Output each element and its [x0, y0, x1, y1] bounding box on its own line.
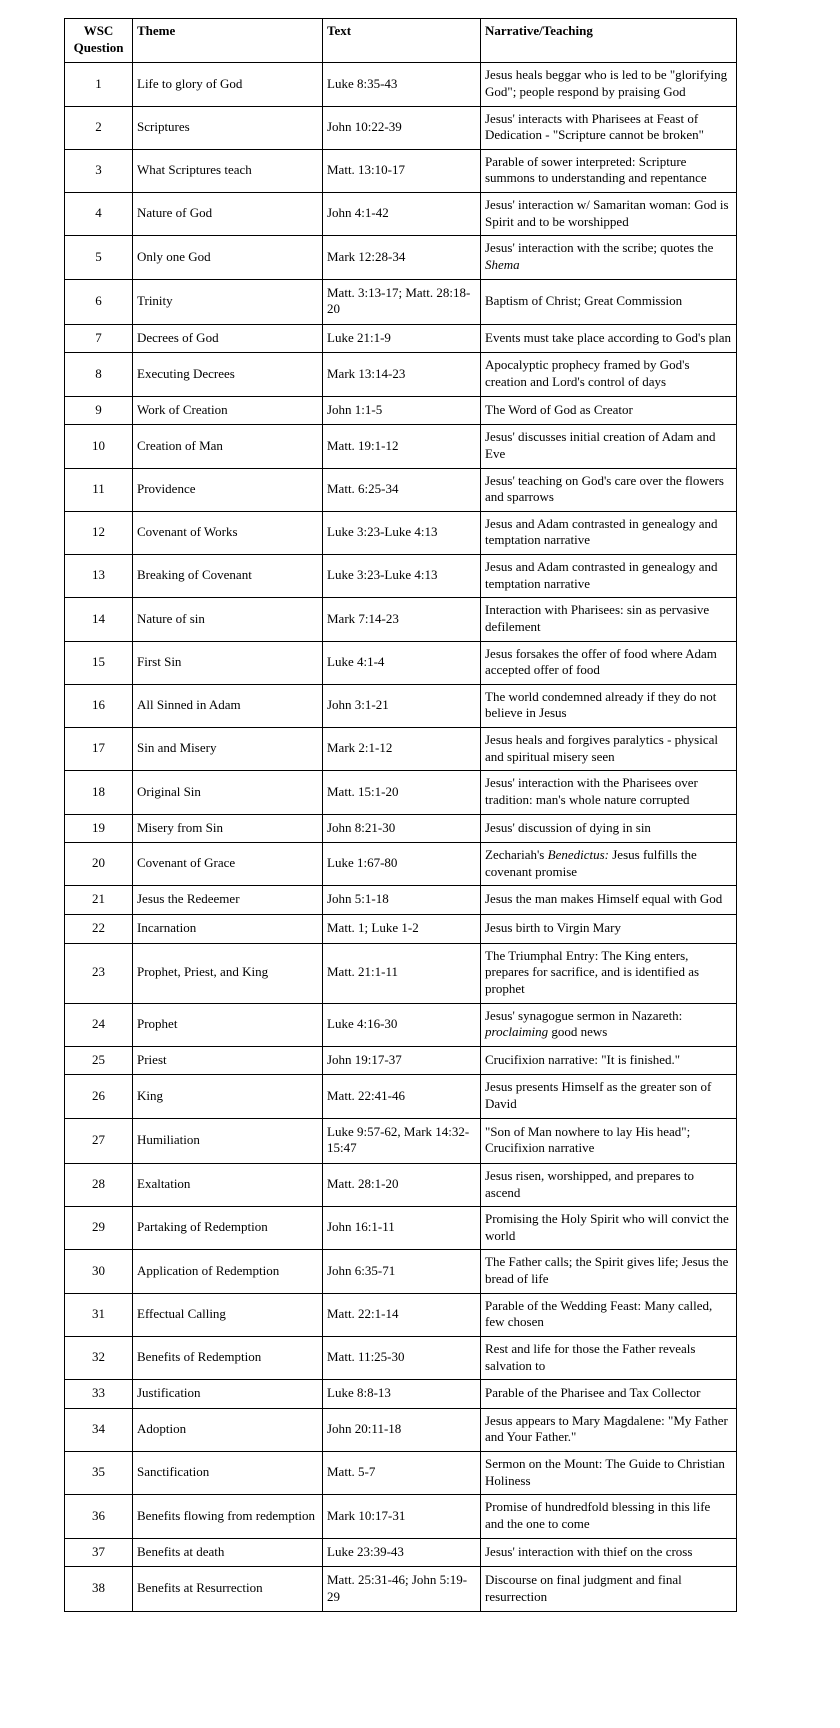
text-cell: Luke 8:35-43: [323, 63, 481, 106]
narrative-cell: Parable of sower interpreted: Scripture summons to understanding and repentance: [481, 149, 737, 192]
wsc-question-cell: 19: [65, 814, 133, 843]
narrative-cell: Jesus' interacts with Pharisees at Feast of Dedication - "Scripture cannot be broken": [481, 106, 737, 149]
table-row: [65, 1293, 737, 1336]
table-row: [65, 1118, 737, 1163]
narrative-cell: Jesus heals and forgives paralytics - physical and spiritual misery seen: [481, 728, 737, 771]
table-row: [65, 641, 737, 684]
theme-cell: Adoption: [133, 1408, 323, 1451]
table-row: [65, 1495, 737, 1538]
table-row: [65, 728, 737, 771]
table-row: [65, 886, 737, 915]
narrative-cell: [481, 1003, 737, 1046]
text-cell: John 8:21-30: [323, 814, 481, 843]
text-cell: Luke 1:67-80: [323, 843, 481, 886]
narrative-text: Jesus' interaction with the scribe; quotes the: [485, 240, 714, 256]
text-cell: Matt. 11:25-30: [323, 1336, 481, 1379]
theme-cell: Creation of Man: [133, 425, 323, 468]
text-cell: Luke 9:57-62, Mark 14:32-15:47: [323, 1118, 481, 1163]
wsc-question-cell: 15: [65, 641, 133, 684]
narrative-cell: Interaction with Pharisees: sin as pervasive defilement: [481, 598, 737, 641]
wsc-question-cell: 18: [65, 771, 133, 814]
wsc-question-cell: 35: [65, 1452, 133, 1495]
narrative-cell: The Triumphal Entry: The King enters, prepares for sacrifice, and is identified as prophet: [481, 943, 737, 1003]
narrative-cell: Jesus appears to Mary Magdalene: "My Father and Your Father.": [481, 1408, 737, 1451]
narrative-cell: [481, 236, 737, 279]
narrative-cell: Crucifixion narrative: "It is finished.": [481, 1046, 737, 1075]
theme-cell: Incarnation: [133, 915, 323, 944]
wsc-question-cell: 1: [65, 63, 133, 106]
text-cell: John 4:1-42: [323, 193, 481, 236]
narrative-cell: Jesus' discusses initial creation of Adam and Eve: [481, 425, 737, 468]
wsc-question-cell: 30: [65, 1250, 133, 1293]
narrative-cell: The world condemned already if they do not believe in Jesus: [481, 684, 737, 727]
theme-cell: Covenant of Grace: [133, 843, 323, 886]
theme-cell: Covenant of Works: [133, 511, 323, 554]
text-cell: John 6:35-71: [323, 1250, 481, 1293]
table-row: [65, 915, 737, 944]
theme-cell: Application of Redemption: [133, 1250, 323, 1293]
table-row: [65, 1336, 737, 1379]
theme-cell: Prophet: [133, 1003, 323, 1046]
wsc-question-cell: 6: [65, 279, 133, 324]
table-row: [65, 279, 737, 324]
text-cell: Matt. 25:31-46; John 5:19-29: [323, 1567, 481, 1612]
text-cell: Matt. 22:41-46: [323, 1075, 481, 1118]
theme-cell: Exaltation: [133, 1163, 323, 1206]
table-row: [65, 1207, 737, 1250]
text-cell: Mark 12:28-34: [323, 236, 481, 279]
text-cell: Mark 13:14-23: [323, 353, 481, 396]
theme-cell: Scriptures: [133, 106, 323, 149]
col-header-narrative-teaching: Narrative/Teaching: [481, 19, 737, 63]
col-header-theme: Theme: [133, 19, 323, 63]
wsc-question-cell: 17: [65, 728, 133, 771]
narrative-cell: Events must take place according to God's plan: [481, 324, 737, 353]
wsc-question-cell: 3: [65, 149, 133, 192]
text-cell: Matt. 13:10-17: [323, 149, 481, 192]
wsc-reading-plan-table: [64, 18, 737, 1612]
text-cell: Luke 4:16-30: [323, 1003, 481, 1046]
text-cell: Matt. 1; Luke 1-2: [323, 915, 481, 944]
table-row: [65, 684, 737, 727]
wsc-question-cell: 36: [65, 1495, 133, 1538]
wsc-question-cell: 29: [65, 1207, 133, 1250]
table-row: [65, 843, 737, 886]
theme-cell: Prophet, Priest, and King: [133, 943, 323, 1003]
narrative-cell: Jesus' discussion of dying in sin: [481, 814, 737, 843]
narrative-cell: Parable of the Wedding Feast: Many called, few chosen: [481, 1293, 737, 1336]
table-row: [65, 425, 737, 468]
narrative-text: Jesus' synagogue sermon in Nazareth:: [485, 1007, 683, 1023]
wsc-question-cell: 33: [65, 1380, 133, 1409]
col-header-wsc-question: WSC Question: [65, 19, 133, 63]
table-row: [65, 814, 737, 843]
theme-cell: Justification: [133, 1380, 323, 1409]
wsc-question-cell: 8: [65, 353, 133, 396]
narrative-cell: Discourse on final judgment and final resurrection: [481, 1567, 737, 1612]
table-row: [65, 106, 737, 149]
table-row: [65, 63, 737, 106]
table-row: [65, 555, 737, 598]
wsc-question-cell: 16: [65, 684, 133, 727]
table-row: [65, 511, 737, 554]
narrative-cell: Jesus risen, worshipped, and prepares to ascend: [481, 1163, 737, 1206]
theme-cell: Life to glory of God: [133, 63, 323, 106]
wsc-question-cell: 38: [65, 1567, 133, 1612]
theme-cell: Humiliation: [133, 1118, 323, 1163]
table-row: [65, 396, 737, 425]
narrative-text: Zechariah's: [485, 847, 548, 863]
narrative-cell: Parable of the Pharisee and Tax Collector: [481, 1380, 737, 1409]
table-row: [65, 1538, 737, 1567]
text-cell: Luke 8:8-13: [323, 1380, 481, 1409]
theme-cell: Sin and Misery: [133, 728, 323, 771]
table-row: [65, 1567, 737, 1612]
text-cell: Matt. 15:1-20: [323, 771, 481, 814]
wsc-question-cell: 25: [65, 1046, 133, 1075]
table-row: [65, 943, 737, 1003]
wsc-question-cell: 12: [65, 511, 133, 554]
text-cell: Luke 4:1-4: [323, 641, 481, 684]
theme-cell: Nature of God: [133, 193, 323, 236]
text-cell: Luke 23:39-43: [323, 1538, 481, 1567]
text-cell: John 16:1-11: [323, 1207, 481, 1250]
table-row: [65, 149, 737, 192]
table-body: [65, 63, 737, 1612]
narrative-cell: The Father calls; the Spirit gives life; Jesus the bread of life: [481, 1250, 737, 1293]
table-row: [65, 1452, 737, 1495]
narrative-text: good news: [548, 1024, 608, 1040]
wsc-question-cell: 21: [65, 886, 133, 915]
table-row: [65, 1408, 737, 1451]
table-row: [65, 236, 737, 279]
wsc-question-cell: 32: [65, 1336, 133, 1379]
text-cell: Matt. 22:1-14: [323, 1293, 481, 1336]
narrative-cell: Jesus presents Himself as the greater son of David: [481, 1075, 737, 1118]
theme-cell: Decrees of God: [133, 324, 323, 353]
text-cell: Matt. 5-7: [323, 1452, 481, 1495]
narrative-cell: Apocalyptic prophecy framed by God's creation and Lord's control of days: [481, 353, 737, 396]
col-header-text: Text: [323, 19, 481, 63]
table-row: [65, 353, 737, 396]
theme-cell: Benefits at Resurrection: [133, 1567, 323, 1612]
text-cell: Luke 3:23-Luke 4:13: [323, 555, 481, 598]
narrative-cell: Jesus' teaching on God's care over the flowers and sparrows: [481, 468, 737, 511]
theme-cell: First Sin: [133, 641, 323, 684]
theme-cell: Misery from Sin: [133, 814, 323, 843]
theme-cell: Benefits of Redemption: [133, 1336, 323, 1379]
theme-cell: What Scriptures teach: [133, 149, 323, 192]
text-cell: Matt. 3:13-17; Matt. 28:18-20: [323, 279, 481, 324]
text-cell: John 5:1-18: [323, 886, 481, 915]
narrative-cell: Jesus' interaction with the Pharisees over tradition: man's whole nature corrupted: [481, 771, 737, 814]
wsc-question-cell: 14: [65, 598, 133, 641]
wsc-question-cell: 26: [65, 1075, 133, 1118]
table-row: [65, 1380, 737, 1409]
theme-cell: Nature of sin: [133, 598, 323, 641]
narrative-cell: [481, 843, 737, 886]
text-cell: Mark 2:1-12: [323, 728, 481, 771]
wsc-question-cell: 37: [65, 1538, 133, 1567]
theme-cell: Jesus the Redeemer: [133, 886, 323, 915]
wsc-question-cell: 31: [65, 1293, 133, 1336]
narrative-cell: Rest and life for those the Father reveals salvation to: [481, 1336, 737, 1379]
wsc-question-cell: 10: [65, 425, 133, 468]
text-cell: Mark 10:17-31: [323, 1495, 481, 1538]
wsc-question-cell: 13: [65, 555, 133, 598]
narrative-cell: Jesus birth to Virgin Mary: [481, 915, 737, 944]
italic-term: Benedictus:: [547, 847, 609, 863]
narrative-cell: Jesus' interaction w/ Samaritan woman: God is Spirit and to be worshipped: [481, 193, 737, 236]
narrative-cell: Jesus and Adam contrasted in genealogy and temptation narrative: [481, 511, 737, 554]
narrative-cell: Jesus heals beggar who is led to be "glorifying God"; people respond by praising God: [481, 63, 737, 106]
theme-cell: Executing Decrees: [133, 353, 323, 396]
narrative-cell: Jesus' interaction with thief on the cross: [481, 1538, 737, 1567]
theme-cell: Original Sin: [133, 771, 323, 814]
narrative-cell: Promise of hundredfold blessing in this life and the one to come: [481, 1495, 737, 1538]
table-row: [65, 1163, 737, 1206]
table-row: [65, 1250, 737, 1293]
theme-cell: Partaking of Redemption: [133, 1207, 323, 1250]
table-row: [65, 193, 737, 236]
text-cell: John 1:1-5: [323, 396, 481, 425]
table-row: [65, 771, 737, 814]
narrative-cell: Promising the Holy Spirit who will convict the world: [481, 1207, 737, 1250]
text-cell: Mark 7:14-23: [323, 598, 481, 641]
table-row: [65, 468, 737, 511]
text-cell: John 20:11-18: [323, 1408, 481, 1451]
text-cell: Matt. 19:1-12: [323, 425, 481, 468]
wsc-question-cell: 28: [65, 1163, 133, 1206]
text-cell: Matt. 28:1-20: [323, 1163, 481, 1206]
narrative-cell: Jesus the man makes Himself equal with God: [481, 886, 737, 915]
theme-cell: King: [133, 1075, 323, 1118]
text-cell: John 19:17-37: [323, 1046, 481, 1075]
theme-cell: Providence: [133, 468, 323, 511]
theme-cell: Breaking of Covenant: [133, 555, 323, 598]
header-row: [65, 19, 737, 63]
theme-cell: Trinity: [133, 279, 323, 324]
narrative-cell: The Word of God as Creator: [481, 396, 737, 425]
wsc-question-cell: 22: [65, 915, 133, 944]
theme-cell: Work of Creation: [133, 396, 323, 425]
text-cell: Matt. 21:1-11: [323, 943, 481, 1003]
text-cell: Matt. 6:25-34: [323, 468, 481, 511]
wsc-question-cell: 24: [65, 1003, 133, 1046]
theme-cell: Only one God: [133, 236, 323, 279]
wsc-question-cell: 4: [65, 193, 133, 236]
wsc-question-cell: 7: [65, 324, 133, 353]
wsc-question-cell: 23: [65, 943, 133, 1003]
wsc-question-cell: 9: [65, 396, 133, 425]
narrative-cell: Jesus forsakes the offer of food where Adam accepted offer of food: [481, 641, 737, 684]
text-cell: John 3:1-21: [323, 684, 481, 727]
text-cell: John 10:22-39: [323, 106, 481, 149]
wsc-question-cell: 11: [65, 468, 133, 511]
narrative-cell: Jesus and Adam contrasted in genealogy and temptation narrative: [481, 555, 737, 598]
wsc-question-cell: 5: [65, 236, 133, 279]
theme-cell: Sanctification: [133, 1452, 323, 1495]
wsc-question-cell: 2: [65, 106, 133, 149]
table-row: [65, 1003, 737, 1046]
wsc-question-cell: 27: [65, 1118, 133, 1163]
wsc-question-cell: 34: [65, 1408, 133, 1451]
table-row: [65, 1075, 737, 1118]
narrative-cell: "Son of Man nowhere to lay His head"; Crucifixion narrative: [481, 1118, 737, 1163]
text-cell: Luke 3:23-Luke 4:13: [323, 511, 481, 554]
theme-cell: All Sinned in Adam: [133, 684, 323, 727]
table-row: [65, 324, 737, 353]
theme-cell: Benefits at death: [133, 1538, 323, 1567]
narrative-text: Jesus fulfills the covenant promise: [485, 847, 697, 879]
text-cell: Luke 21:1-9: [323, 324, 481, 353]
table-row: [65, 598, 737, 641]
italic-term: Shema: [485, 256, 520, 272]
wsc-question-cell: 20: [65, 843, 133, 886]
narrative-cell: Sermon on the Mount: The Guide to Christian Holiness: [481, 1452, 737, 1495]
narrative-cell: Baptism of Christ; Great Commission: [481, 279, 737, 324]
italic-term: proclaiming: [485, 1024, 549, 1040]
theme-cell: Benefits flowing from redemption: [133, 1495, 323, 1538]
table-row: [65, 1046, 737, 1075]
theme-cell: Priest: [133, 1046, 323, 1075]
theme-cell: Effectual Calling: [133, 1293, 323, 1336]
